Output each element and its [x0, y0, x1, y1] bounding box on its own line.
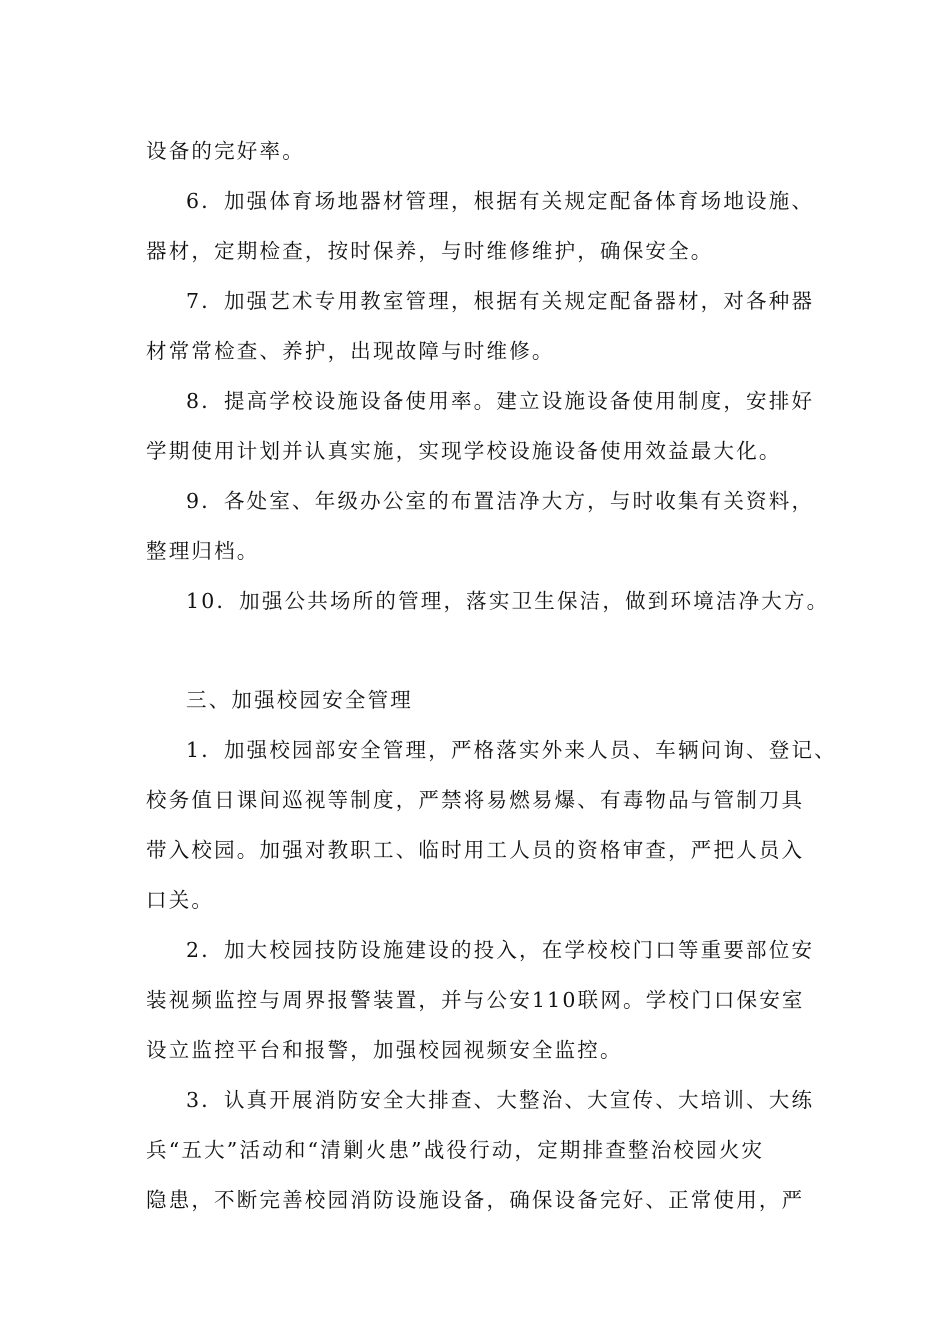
- text-line: 兵“五大”活动和“清剿火患”战役行动，定期排查整治校园火灾: [146, 1138, 765, 1162]
- text-line: 装视频监控与周界报警装置，并与公安110联网。学校门口保安室: [146, 988, 805, 1012]
- text-line: 材常常检查、养护，出现故障与时维修。: [146, 339, 555, 363]
- text-line: 学期使用计划并认真实施，实现学校设施设备使用效益最大化。: [146, 439, 782, 463]
- text-line: 设立监控平台和报警，加强校园视频安全监控。: [146, 1038, 623, 1062]
- text-line: 1．加强校园部安全管理，严格落实外来人员、车辆问询、登记、: [186, 738, 837, 762]
- text-line: 隐患，不断完善校园消防设施设备，确保设备完好、正常使用，严: [146, 1188, 805, 1212]
- text-line: 10．加强公共场所的管理，落实卫生保洁，做到环境洁净大方。: [186, 589, 830, 613]
- text-line: 7．加强艺术专用教室管理，根据有关规定配备器材，对各种器: [186, 289, 815, 313]
- text-line: 校务值日课间巡视等制度，严禁将易燃易爆、有毒物品与管制刀具: [146, 788, 805, 812]
- text-line: 器材，定期检查，按时保养，与时维修维护，确保安全。: [146, 239, 714, 263]
- text-line: 2．加大校园技防设施建设的投入，在学校校门口等重要部位安: [186, 938, 815, 962]
- text-line: 3．认真开展消防安全大排查、大整治、大宣传、大培训、大练: [186, 1088, 815, 1112]
- text-line: 9．各处室、年级办公室的布置洁净大方，与时收集有关资料，: [186, 489, 815, 513]
- text-line: 6．加强体育场地器材管理，根据有关规定配备体育场地设施、: [186, 189, 815, 213]
- text-line: 口关。: [146, 888, 215, 912]
- text-line: 8．提高学校设施设备使用率。建立设施设备使用制度，安排好: [186, 389, 815, 413]
- text-line: 带入校园。加强对教职工、临时用工人员的资格审查，严把人员入: [146, 838, 805, 862]
- text-line: 设备的完好率。: [146, 139, 305, 163]
- text-line: 整理归档。: [146, 539, 260, 563]
- section-heading: 三、加强校园安全管理: [186, 688, 413, 712]
